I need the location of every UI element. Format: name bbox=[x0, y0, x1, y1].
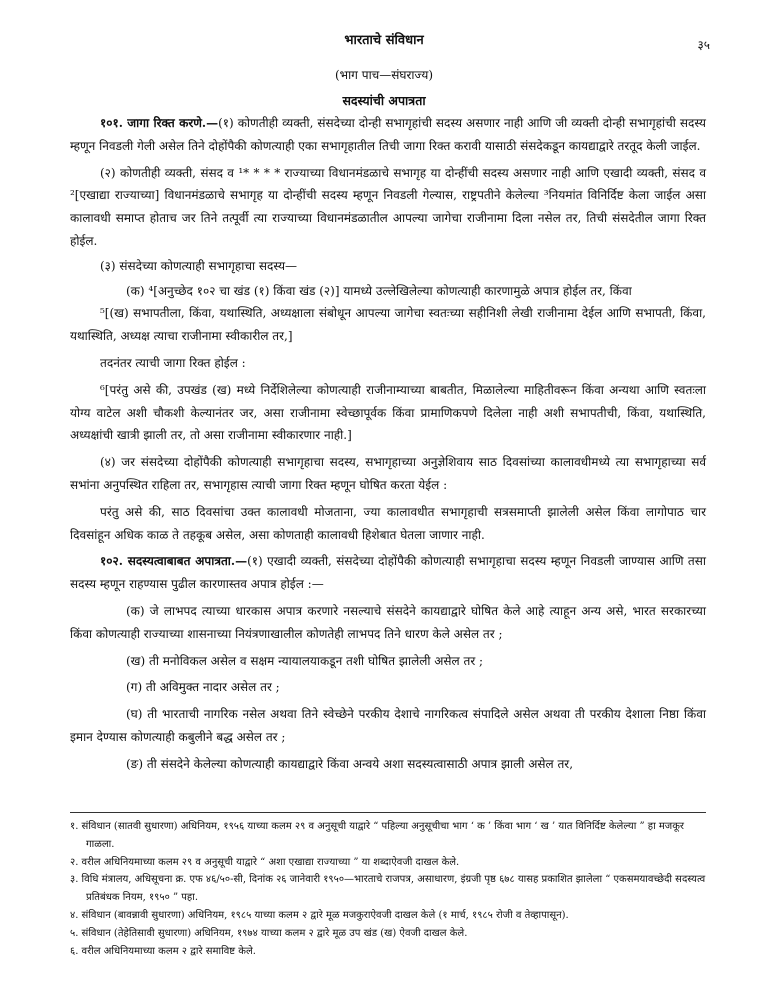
disq-kha: (ख) ती मनोविकल असेल व सक्षम न्यायालयाकडून तशी घोषित झालेली असेल तर ; bbox=[126, 653, 484, 668]
disq-ka: (क) जे लाभपद त्याच्या धारकास अपात्र करणारे नसल्याचे संसदेने कायद्याद्वारे घोषित केले आहे त्याहून अन्य असे, भारत सरकारच्या किंवा कोणत्याही राज्याच्या शासनाच्या नियंत्रणाखालील कोणतेही लाभपद तिने धारण केले असेल तर ; bbox=[70, 603, 706, 641]
part-label: (भाग पाच—संघराज्य) bbox=[334, 68, 434, 82]
page-number: ३५ bbox=[697, 38, 710, 52]
footnote: ५. संविधान (तेहेतिसावी सुधारणा) अधिनियम, १९७४ याच्या कलम २ द्वारे मूळ उप खंड (ख) ऐवजी दाखल केले. bbox=[70, 927, 468, 939]
article-101-clause-3: (३) संसदेच्या कोणत्याही सभागृहाचा सदस्य— bbox=[100, 258, 298, 273]
disq-gha: (घ) ती भारताची नागरिक नसेल अथवा तिने स्वेच्छेने परकीय देशाचे नागरिकत्व संपादिले असेल अथवा ती परकीय देशाला निष्ठा किंवा इमान देण्यास कोणत्याही कबुलीने बद्ध असेल तर ; bbox=[70, 707, 706, 744]
sub-clause-kha: ⁵[(ख) सभापतीला, किंवा, यथास्थिति, अध्यक्षाला संबोधून आपल्या जागेचा स्वतःच्या सहीनिशी लेखी राजीनामा देईल आणि सभापती, किंवा, यथास्थिति, अध्यक्ष त्याचा राजीनामा स्वीकारील तर,] bbox=[70, 306, 706, 344]
body-text bbox=[70, 112, 706, 776]
footnote: १. संविधान (सातवी सुधारणा) अधिनियम, १९५६ याच्या कलम २९ व अनुसूची याद्वारे “ पहिल्या अनुसूचीचा भाग ‘ क ’ किंवा भाग ‘ ख ’ यात विनिर्दिष्ट केलेल्या ” हा मजकूर गाळला. bbox=[70, 821, 685, 850]
article-101-clause-2: (२) कोणतीही व्यक्ती, संसद व ¹* * * * राज्याच्या विधानमंडळाचे सभागृह या दोन्हींची सदस्य असणार नाही आणि एखादी व्यक्ती, संसद व ²[एखाद्या राज्याच्या] विधानमंडळाचे सभागृह या दोन्हींची सदस्य म्हणून निवडली गेल्यास, राष्ट्रपतीने केलेल्या ³नियमांत विनिर्दिष्ट केला जाईल असा कालावधी समाप्त होताच जर तिने तत्पूर्वी त्या राज्याच्या विधानमंडळातील आपल्या जागेचा राजीनामा दिला नसेल तर, तिची संसदेतील जागा रिक्त होईल. bbox=[70, 165, 706, 248]
footnote: ६. वरील अधिनियमाच्या कलम २ द्वारे समाविष्ट केले. bbox=[70, 945, 256, 957]
footnotes bbox=[70, 818, 706, 960]
footnote-divider bbox=[70, 812, 706, 813]
proviso-2: परंतु असे की, साठ दिवसांचा उक्त कालावधी मोजताना, ज्या कालावधीत सभागृहाची सत्रसमाप्ती झालेली असेल किंवा लागोपाठ चार दिवसांहून अधिक काळ ते तहकूब असेल, असा कोणताही कालावधी हिशेबात घेतला जाणार नाही. bbox=[70, 504, 706, 542]
article-101-clause-1: १०१. जागा रिक्त करणे.—(१) कोणतीही व्यक्ती, संसदेच्या दोन्ही सभागृहांची सदस्य असणार नाही आणि जी व्यक्ती दोन्ही सभागृहांची सदस्य म्हणून निवडली गेली असेल तिने दोहोंपैकी कोणत्याही एका सभागृहातील तिची जागा रिक्त करावी यासाठी संसदेकडून कायद्याद्वारे तरतूद केली जाईल. bbox=[70, 116, 706, 153]
footnote: ३. विधि मंत्रालय, अधिसूचना क्र. एफ ४६/५०-सी, दिनांक २६ जानेवारी १९५०—भारताचे राजपत्र, असाधारण, इंग्रजी पृष्ठ ६७८ यासह प्रकाशित झालेला “ एकसमयावच्छेदी सदस्यत्व प्रतिबंधक नियम, १९५० ” पहा. bbox=[70, 874, 706, 904]
article-102-heading: १०२. सदस्यत्वाबाबत अपात्रता.— bbox=[100, 554, 248, 569]
article-101-heading: १०१. जागा रिक्त करणे.— bbox=[100, 116, 219, 130]
page-header bbox=[0, 30, 768, 50]
page-title: भारताचे संविधान bbox=[344, 33, 424, 48]
vacancy-line: तदनंतर त्याची जागा रिक्त होईल : bbox=[100, 355, 246, 370]
article-102-clause-1: १०२. सदस्यत्वाबाबत अपात्रता.—(१) एखादी व्यक्ती, संसदेच्या दोहोंपैकी कोणत्याही सभागृहाचा सदस्य म्हणून निवडली जाण्यास आणि तसा सदस्य म्हणून राहण्यास पुढील कारणास्तव अपात्र होईल :— bbox=[70, 554, 706, 592]
disq-ga: (ग) ती अविमुक्त नादार असेल तर ; bbox=[126, 680, 280, 695]
footnote: ४. संविधान (बावन्नावी सुधारणा) अधिनियम, १९८५ याच्या कलम २ द्वारे मूळ मजकुराऐवजी दाखल केले (१ मार्च, १९८५ रोजी व तेव्हापासून). bbox=[70, 909, 569, 921]
section-title: सदस्यांची अपात्रता bbox=[342, 93, 426, 108]
sub-clause-ka: (क) ⁴[अनुच्छेद १०२ चा खंड (१) किंवा खंड (२)] यामध्ये उल्लेखिलेल्या कोणत्याही कारणामुळे अपात्र होईल तर, किंवा bbox=[126, 283, 632, 298]
disq-nga: (ङ) ती संसदेने केलेल्या कोणत्याही कायद्याद्वारे किंवा अन्वये अशा सदस्यत्वासाठी अपात्र झाली असेल तर, bbox=[126, 756, 574, 771]
article-101-clause-4: (४) जर संसदेच्या दोहोंपैकी कोणत्याही सभागृहाचा सदस्य, सभागृहाच्या अनुज्ञेशिवाय साठ दिवसांच्या कालावधीमध्ये त्या सभागृहाच्या सर्व सभांना अनुपस्थित राहिला तर, सभागृहास त्याची जागा रिक्त म्हणून घोषित करता येईल : bbox=[70, 455, 706, 492]
proviso-1: ⁶[परंतु असे की, उपखंड (ख) मध्ये निर्देशिलेल्या कोणत्याही राजीनाम्याच्या बाबतीत, मिळालेल्या माहितीवरून किंवा अन्यथा आणि स्वतःला योग्य वाटेल अशी चौकशी केल्यानंतर जर, असा राजीनामा स्वेच्छापूर्वक किंवा प्रामाणिकपणे दिलेला नाही अशी सभापतीची, किंवा, यथास्थिति, अध्यक्षांची खात्री झाली तर, तो असा राजीनामा स्वीकारणार नाही.] bbox=[70, 382, 706, 443]
footnote: २. वरील अधिनियमाच्या कलम २९ व अनुसूची याद्वारे “ अशा एखाद्या राज्याच्या ” या शब्दाऐवजी दाखल केले. bbox=[70, 856, 460, 868]
